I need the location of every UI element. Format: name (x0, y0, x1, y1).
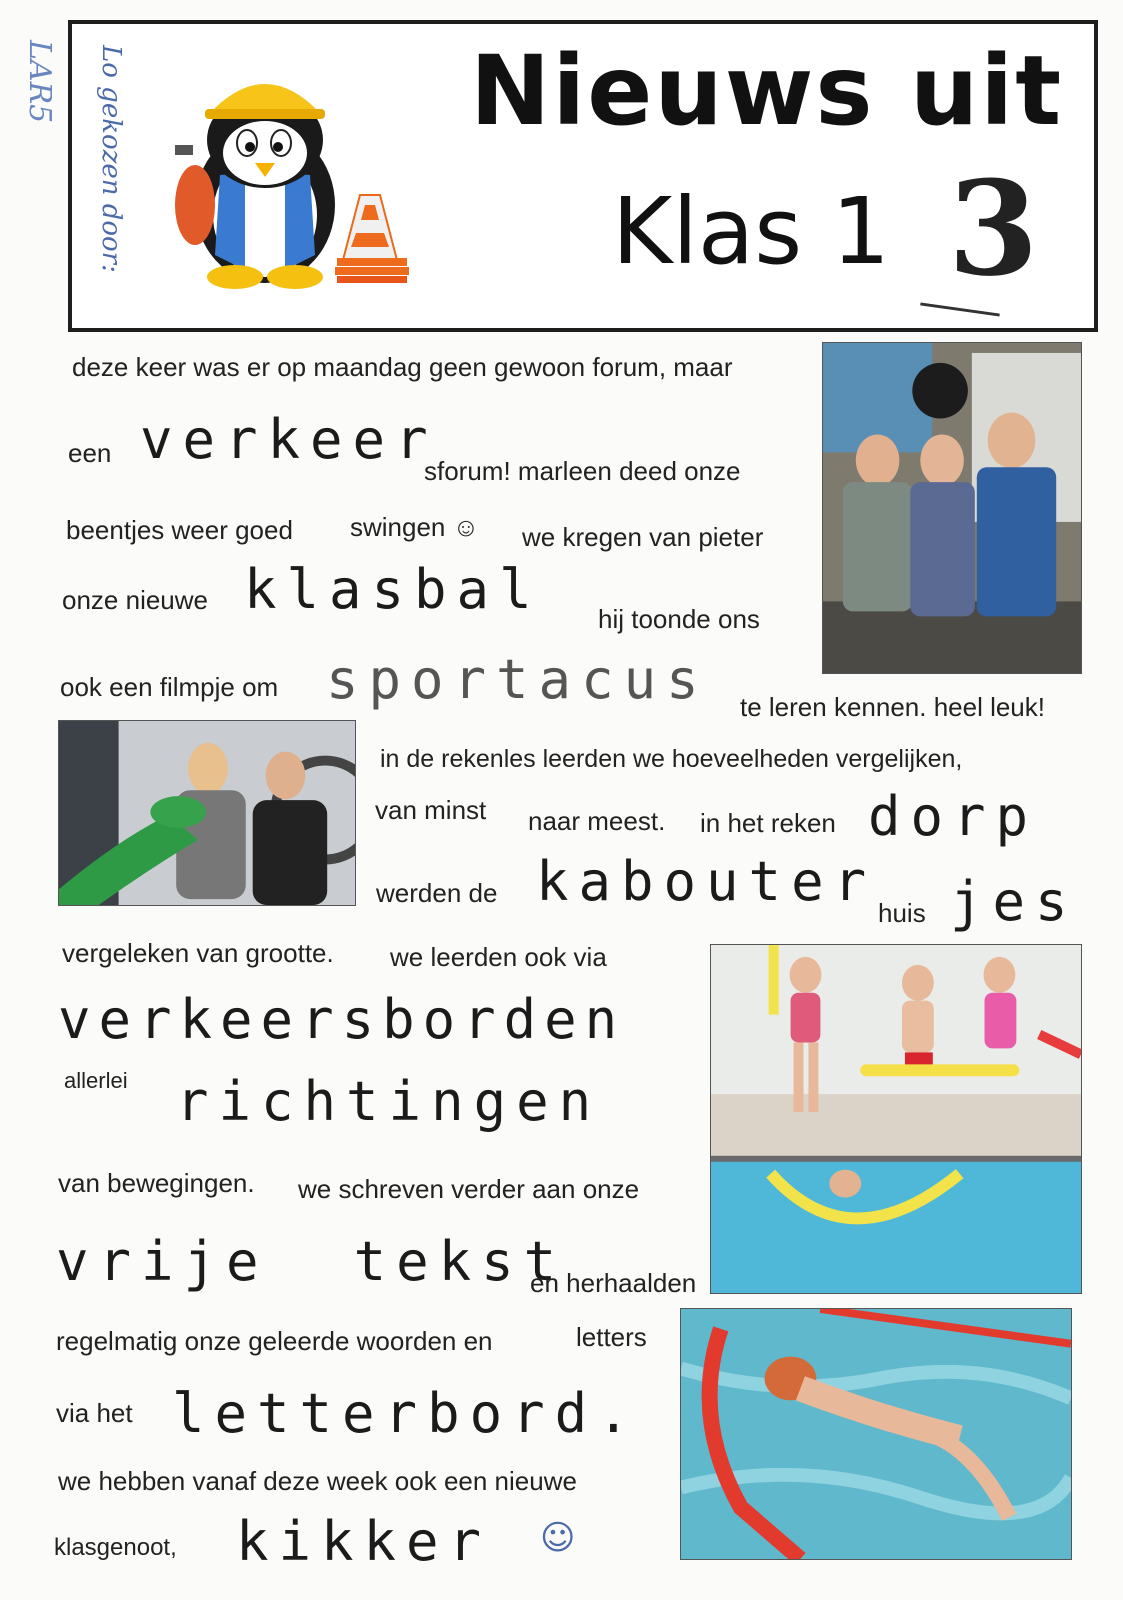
text-run: van minst (375, 795, 487, 825)
text-run: ook een filmpje om (60, 672, 279, 702)
cutout-word-sportacus: sportacus (326, 648, 709, 711)
text-line: we hebben vanaf deze week ook een nieuwe (58, 1466, 577, 1496)
text-run: we kregen van pieter (522, 522, 764, 552)
text-word: een (68, 438, 112, 468)
text-run: we schreven verder aan onze (298, 1174, 640, 1204)
cutout-word-verkeer: verkeer (140, 408, 438, 471)
text-run: via het (56, 1398, 133, 1428)
title-number: 3 (948, 152, 1039, 305)
cutout-word-klasbal: klasbal (244, 558, 542, 621)
margin-note: LAR5 (22, 40, 57, 124)
text-run: te leren kennen. heel leuk! (740, 692, 1045, 722)
traffic-cone-icon (335, 195, 409, 283)
text-run: sforum! marleen deed onze (424, 456, 741, 486)
text-run: beentjes weer goed (66, 515, 293, 545)
text-run: klasgenoot, (54, 1534, 177, 1561)
cutout-word-kabouter: kabouter (536, 850, 877, 913)
text-run: regelmatig onze geleerde woorden en (56, 1326, 493, 1356)
text-run: swingen ☺ (350, 512, 480, 542)
cutout-word-kikker: kikker (236, 1510, 492, 1573)
cutout-word-vrije-tekst: vrije tekst (56, 1230, 567, 1293)
text-run: onze nieuwe (62, 585, 208, 615)
smiley-icon: ☺ (540, 1518, 576, 1558)
text-run: in het reken (700, 808, 836, 838)
title-line-2: Klas 1 (612, 178, 890, 285)
text-run: werden de (376, 878, 498, 908)
text-run: huis (878, 898, 926, 928)
text-line: in de rekenles leerden we hoeveelheden vergelijken, (380, 745, 963, 773)
cutout-word-dorp: dorp (868, 785, 1039, 848)
text-run: letters (576, 1322, 647, 1352)
cutout-word-verkeersborden: verkeersborden (58, 988, 626, 1051)
text-line: deze keer was er op maandag geen gewoon forum, maar (72, 352, 733, 382)
photo-child-swimming (680, 1308, 1072, 1560)
photo-boys-with-ball (822, 342, 1082, 674)
photo-women-with-puppet (58, 720, 356, 906)
cutout-word-jes: jes (950, 870, 1078, 933)
cutout-word-letterbord: letterbord. (172, 1382, 640, 1445)
penguin-mascot-illustration (165, 55, 415, 295)
title-line-1: Nieuws uit (470, 35, 1064, 147)
text-run: vergeleken van grootte. (62, 938, 334, 968)
photo-children-at-pool (710, 944, 1082, 1294)
text-run: we leerden ook via (390, 942, 607, 972)
text-run: hij toonde ons (598, 604, 760, 634)
text-run: naar meest. (528, 806, 666, 836)
text-run: van bewegingen. (58, 1168, 255, 1198)
handwritten-note: Lo gekozen door: (96, 45, 126, 273)
text-run: en herhaalden (530, 1268, 697, 1298)
text-run: allerlei (64, 1068, 128, 1093)
cutout-word-richtingen: richtingen (176, 1070, 602, 1133)
